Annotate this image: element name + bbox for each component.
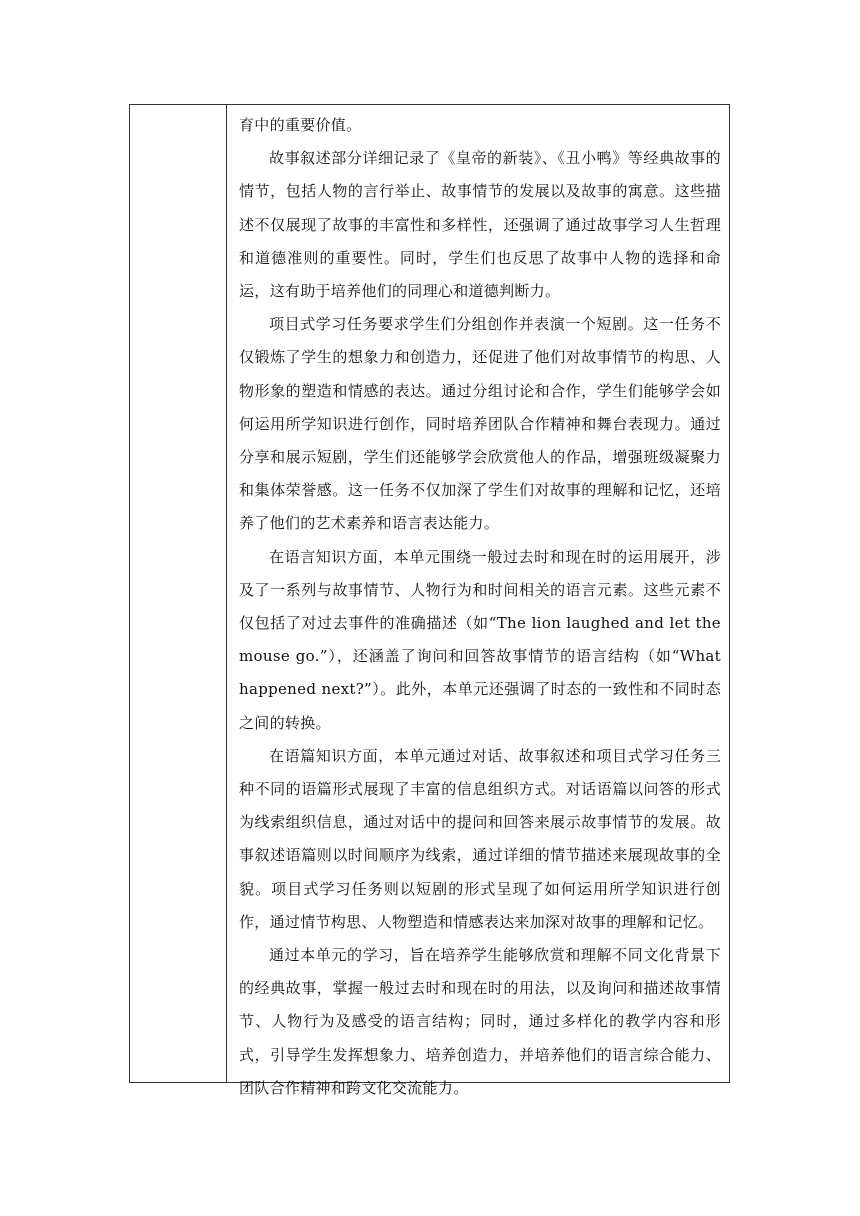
table-content-cell [227, 105, 729, 1097]
paragraph-language-knowledge: 在语言知识方面，本单元围绕一般过去时和现在时的运用展开，涉及了一系列与故事情节、人物行为和时间相关的语言元素。这些元素不仅包括了对过去事件的准确描述（如“The lion laughed and let the mouse go.”），还涵盖了询问和回答故事情节的语言结构（如“What happened next?”）。此外，本单元还强调了时态的一致性和不同时态之间的转换。 [239, 547, 721, 732]
paragraph-story-narration: 故事叙述部分详细记录了《皇帝的新装》、《丑小鸭》等经典故事的情节，包括人物的言行举止、故事情节的发展以及故事的寓意。这些描述不仅展现了故事的丰富性和多样性，还强调了通过故事学习人生哲理和道德准则的重要性。同时，学生们也反思了故事中人物的选择和命运，这有助于培养他们的同理心和道德判断力。 [239, 149, 721, 301]
paragraph-project-task: 项目式学习任务要求学生们分组创作并表演一个短剧。这一任务不仅锻炼了学生的想象力和创造力，还促进了他们对故事情节的构思、人物形象的塑造和情感的表达。通过分组讨论和合作，学生们能够学会如何运用所学知识进行创作，同时培养团队合作精神和舞台表现力。通过分享和展示短剧，学生们还能够学会欣赏他人的作品，增强班级凝聚力和集体荣誉感。这一任务不仅加深了学生们对故事的理解和记忆，还培养了他们的艺术素养和语言表达能力。 [239, 315, 721, 533]
paragraph-unit-goals: 通过本单元的学习，旨在培养学生能够欣赏和理解不同文化背景下的经典故事，掌握一般过去时和现在时的用法，以及询问和描述故事情节、人物行为及感受的语言结构；同时，通过多样化的教学内容和形式，引导学生发挥想象力、培养创造力，并培养他们的语言综合能力、团队合作精神和跨文化交流能力。 [239, 946, 721, 1097]
paragraph-discourse-knowledge: 在语篇知识方面，本单元通过对话、故事叙述和项目式学习任务三种不同的语篇形式展现了丰富的信息组织方式。对话语篇以问答的形式为线索组织信息，通过对话中的提问和回答来展示故事情节的发展。故事叙述语篇则以时间顺序为线索，通过详细的情节描述来展现故事的全貌。项目式学习任务则以短剧的形式呈现了如何运用所学知识进行创作，通过情节构思、人物塑造和情感表达来加深对故事的理解和记忆。 [239, 746, 721, 931]
content-table [129, 104, 730, 1097]
table-label-cell [130, 105, 227, 1082]
paragraph-continuation: 育中的重要价值。 [239, 116, 362, 134]
